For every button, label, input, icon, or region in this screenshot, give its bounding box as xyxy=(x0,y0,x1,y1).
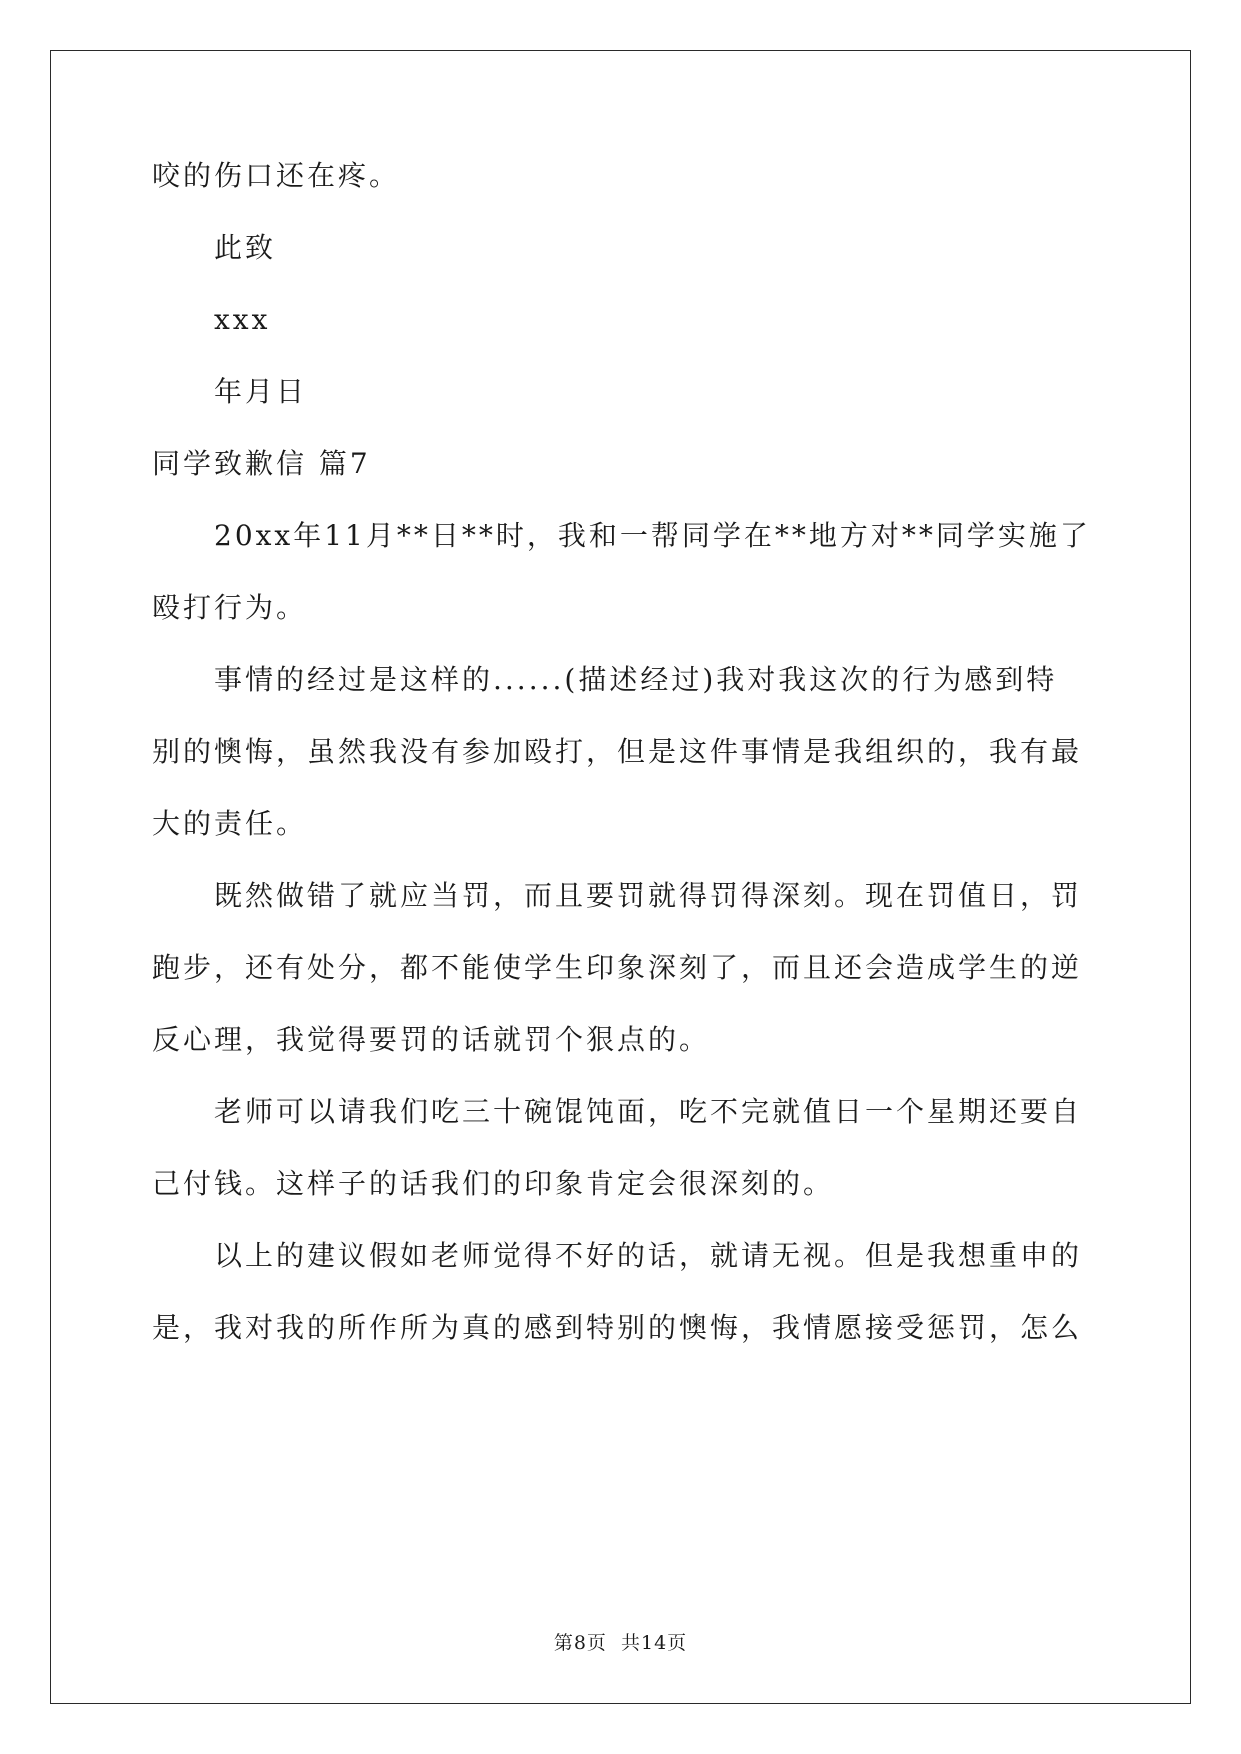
signature-date: 年月日 xyxy=(214,375,308,408)
paragraph-line: 己付钱。这样子的话我们的印象肯定会很深刻的。 xyxy=(152,1167,835,1200)
paragraph-line: 是，我对我的所作所为真的感到特别的懊悔，我情愿接受惩罚，怎么 xyxy=(152,1311,1083,1344)
closing-salutation: 此致 xyxy=(214,231,277,264)
paragraph-line: 以上的建议假如老师觉得不好的话，就请无视。但是我想重申的 xyxy=(214,1239,1083,1272)
signature-name: xxx xyxy=(214,303,271,336)
paragraph-line: 事情的经过是这样的......(描述经过)我对我这次的行为感到特 xyxy=(214,663,1058,696)
page-number-footer: 第8页 共14页 xyxy=(553,1632,688,1654)
page-frame xyxy=(50,50,1191,1704)
paragraph-line: 20xx年11月**日**时，我和一帮同学在**地方对**同学实施了 xyxy=(214,519,1091,552)
paragraph-line: 别的懊悔，虽然我没有参加殴打，但是这件事情是我组织的，我有最 xyxy=(152,735,1083,768)
body-line: 咬的伤口还在疼。 xyxy=(152,159,401,192)
paragraph-line: 大的责任。 xyxy=(152,807,308,840)
paragraph-line: 跑步，还有处分，都不能使学生印象深刻了，而且还会造成学生的逆 xyxy=(152,951,1083,984)
paragraph-line: 殴打行为。 xyxy=(152,591,308,624)
paragraph-line: 老师可以请我们吃三十碗馄饨面，吃不完就值日一个星期还要自 xyxy=(214,1095,1083,1128)
section-heading: 同学致歉信 篇7 xyxy=(152,447,371,480)
paragraph-line: 反心理，我觉得要罚的话就罚个狠点的。 xyxy=(152,1023,711,1056)
paragraph-line: 既然做错了就应当罚，而且要罚就得罚得深刻。现在罚值日，罚 xyxy=(214,879,1083,912)
